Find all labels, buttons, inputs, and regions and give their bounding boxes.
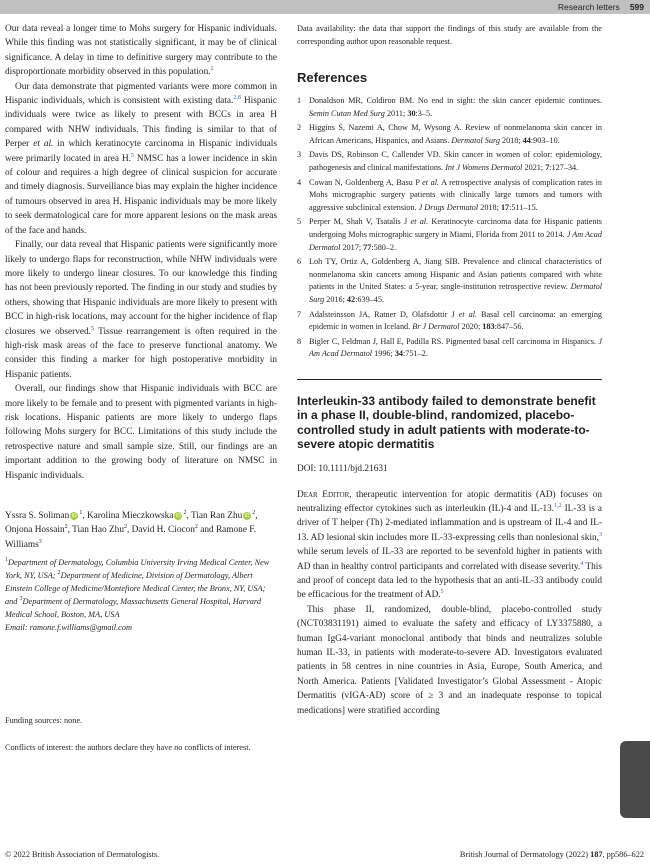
citation-superscript[interactable]: 4 bbox=[580, 560, 584, 567]
doi[interactable]: DOI: 10.1111/bjd.21631 bbox=[297, 463, 388, 474]
orcid-icon[interactable]: iD bbox=[176, 512, 181, 519]
author bbox=[191, 511, 258, 521]
reference-text bbox=[309, 122, 602, 147]
author-name: Onjona Hossain bbox=[5, 525, 65, 536]
reference-item bbox=[297, 122, 602, 147]
footer-volume: 187 bbox=[590, 850, 603, 859]
text-run: Davis DS, Robinson C, Callender VD. Skin cancer in women of color: epidemiology, pathogenesis and clinical manifestations. bbox=[309, 150, 602, 172]
reference-number: 3 bbox=[297, 150, 302, 160]
footer-journal: British Journal of Dermatology (2022) bbox=[459, 850, 591, 859]
author-separator: and bbox=[197, 525, 216, 536]
text-run: 2016; bbox=[324, 294, 347, 304]
orcid-icon[interactable]: iD bbox=[244, 512, 250, 519]
italic-text: J Am Acad Dermatol bbox=[309, 336, 602, 359]
paragraph-p1 bbox=[5, 22, 277, 80]
right-column bbox=[297, 22, 602, 718]
text-run: Tissue rearrangement is often required in the high-risk mask areas of the face to preserve functional anatomy. We consider this finding a marker for high postoperative morbidity in Hispanic patients. bbox=[5, 326, 277, 380]
affiliation-marker: 3 bbox=[38, 538, 42, 545]
text-run: Finally, our data reveal that Hispanic patients were significantly more likely to undergo flaps for reconstruction, while NHW individuals were more likely to undergo linear closures. To our knowledge this finding has not been previously reported. The finding in our study and studies by others, showing that Hispanic individuals are more likely to present with BCC in high-risk locations, may account for the higher incidence of flap closures we observed. bbox=[5, 240, 277, 337]
affiliation-text: Department of Dermatology, Massachusetts General Hospital, Harvard Medical School, Boston, MA, USA bbox=[5, 597, 261, 620]
citation-superscript[interactable]: 3 bbox=[599, 531, 602, 538]
text-run: Perper M, Shah V, Tsatalis J bbox=[309, 217, 411, 227]
affiliation-marker: 2 bbox=[252, 509, 256, 516]
italic-text: Int J Womens Dermatol bbox=[445, 162, 523, 172]
author bbox=[5, 525, 72, 535]
italic-text: J Drugs Dermatol bbox=[418, 202, 479, 212]
text-run: , therapeutic intervention for atopic dermatitis (AD) focuses on neutralizing effector cytokines such as interleukin (IL)-4 and IL-13. bbox=[297, 489, 603, 514]
reference-number: 6 bbox=[297, 257, 302, 267]
affiliation-number: 3 bbox=[19, 596, 23, 603]
text-run: This phase II, randomized, double-blind, placebo-controlled study (NCT03831191) aimed to evaluate the safety and efficacy of LY3375880, a human IgG4-variant monoclonal antibody that binds and neutralizes soluble human IL-33, in patients with moderate-to-severe AD. Investigators evaluated patients in 58 centres in nine countries in Asia, Europe, South America, and North America. Patients [Validated Investigator’s Global Assessment - Atopic Dermatitis (vIGA-AD) score of ≥ 3 and an inadequate response to topical medications] were stratified according bbox=[297, 604, 602, 716]
page-number: 599 bbox=[629, 2, 644, 12]
citation-superscript[interactable]: 1,2 bbox=[554, 502, 562, 509]
citation-superscript[interactable]: 5 bbox=[130, 152, 134, 159]
reference-number: 4 bbox=[297, 177, 302, 187]
text-run: NMSC has a lower incidence in skin of colour and requires a high degree of clinical suspicion for accurate and timely diagnosis. Surveillance bias may explain the higher incidence of tumours observed in area H. Hispanic individuals may be more likely to seek dermatological care for more apparent lesions on the mask areas of the face and hands. bbox=[5, 153, 277, 236]
reference-list bbox=[297, 95, 602, 361]
text-run: :511–15. bbox=[509, 202, 538, 212]
text-run: IL-33 is a driver of T helper (Th) 2-mediated inflammation and is upstream of IL-4 and IL-13. AD lesional skin includes more IL-33-expressing cells than nonlesional skin, bbox=[297, 503, 602, 543]
text-run: Cowan N, Goldenberg A, Basu P bbox=[309, 177, 423, 187]
reference-text bbox=[309, 95, 602, 120]
author-separator: , bbox=[67, 525, 73, 536]
affiliation-number: 2 bbox=[57, 570, 61, 577]
citation-superscript[interactable]: 2 bbox=[210, 66, 214, 73]
small-caps-salutation: Dear Editor bbox=[297, 489, 350, 500]
reference-number: 2 bbox=[297, 123, 302, 133]
affiliations bbox=[5, 556, 277, 621]
author-name: Ramone F. Williams bbox=[5, 525, 257, 550]
reference-item bbox=[297, 177, 602, 215]
italic-text: Dermatol Surg bbox=[451, 135, 500, 145]
paragraph-r1 bbox=[297, 488, 602, 603]
bold-text: 42 bbox=[346, 294, 356, 304]
author-name: Tian Ran Zhu bbox=[190, 511, 243, 521]
conflicts-of-interest: Conflicts of interest: the authors declare they have no conflicts of interest. bbox=[5, 743, 251, 753]
text-run: Donaldson MR, Coldiron BM. No end in sight: the skin cancer epidemic continues. bbox=[309, 96, 602, 105]
italic-text: et al. bbox=[422, 177, 440, 187]
left-column bbox=[5, 22, 277, 754]
references-heading: References bbox=[297, 70, 368, 85]
text-run: 2021; bbox=[522, 162, 546, 172]
text-run: 2018; bbox=[478, 202, 501, 212]
text-run: Adalsteinsson JA, Ratner D, Olafsdottir J bbox=[309, 309, 459, 319]
bold-text: 30 bbox=[407, 108, 416, 118]
paragraph-p3 bbox=[5, 238, 277, 382]
author bbox=[72, 525, 131, 535]
reference-item bbox=[297, 309, 602, 334]
reference-item bbox=[297, 149, 602, 174]
text-run: while serum levels of IL-33 are reported to be sevenfold higher in patients with AD than in healthy control participants and correlated with disease severity. bbox=[297, 547, 602, 572]
text-run: :847–56. bbox=[494, 322, 524, 332]
paragraph-p4 bbox=[5, 382, 277, 483]
affiliation-marker: 2 bbox=[194, 524, 198, 531]
affiliation-text: Department of Dermatology, Columbia University Irving Medical Center, New York, NY, USA; bbox=[5, 558, 270, 581]
reference-item bbox=[297, 336, 602, 361]
text-run: in which keratinocyte carcinoma in Hispanic individuals were primarily located in area H. bbox=[5, 139, 277, 164]
footer-copyright: © 2022 British Association of Dermatologists. bbox=[5, 850, 160, 859]
affiliation-marker: 2 bbox=[64, 524, 68, 531]
header-text bbox=[558, 0, 644, 14]
left-body-text bbox=[5, 22, 277, 483]
footer-pages: , pp586–622 bbox=[602, 850, 644, 859]
bold-text: 7 bbox=[545, 162, 550, 172]
author-name: Karolina Mieczkowska bbox=[86, 511, 174, 521]
section-divider bbox=[297, 379, 602, 380]
reference-text bbox=[309, 149, 602, 174]
text-run: :751–2. bbox=[403, 349, 428, 359]
text-run: Hispanic individuals were twice as likely to present with BCCs in area H compared with NHW individuals. This finding is similar to that of Perper bbox=[5, 96, 278, 150]
reference-item bbox=[297, 95, 602, 120]
text-run: Our data demonstrate that pigmented variants were more common in Hispanic individuals, which is consistent with existing data. bbox=[5, 81, 277, 107]
letter-title: Interleukin-33 antibody failed to demonstrate benefit in a phase II, double-blind, randomized, placebo-controlled study in adult patients with moderate-to-severe atopic dermatitis bbox=[297, 393, 596, 452]
reference-text bbox=[309, 256, 602, 306]
text-run: This and proof of concept data led to the hypothesis that an anti-IL-33 antibody could be efficacious for the treatment of AD. bbox=[297, 561, 602, 601]
author-name: David H. Ciocon bbox=[131, 525, 195, 536]
bold-text: 44 bbox=[522, 135, 531, 145]
author-name: Tian Hao Zhu bbox=[72, 525, 124, 536]
text-run: Loh TY, Ortiz A, Goldenberg A, Jiang SIB. Prevalence and clinical characteristics of nonmelanoma skin cancers among Hispanic and Asian patients compared with white patients in the United States: a 5-year, single-institution retrospective review. bbox=[309, 257, 602, 292]
affiliation-marker: 2 bbox=[123, 524, 127, 531]
italic-text: et al. bbox=[458, 309, 478, 319]
orcid-icon[interactable]: iD bbox=[71, 512, 77, 519]
data-availability: Data availability: the data that support the findings of this study are available from the corresponding author upon reasonable request. bbox=[297, 24, 602, 46]
author-list bbox=[5, 509, 277, 552]
text-run: :3–5. bbox=[415, 108, 433, 118]
paragraph-p2 bbox=[5, 80, 277, 238]
bold-text: 77 bbox=[363, 242, 372, 252]
text-run: 2020; bbox=[459, 322, 483, 332]
running-header bbox=[0, 0, 650, 14]
reference-number: 7 bbox=[297, 309, 302, 319]
text-run: A retrospective analysis of complication rates in Mohs micrographic surgery patients with clinically large tumors and tumors with aggressive subclinical extension. bbox=[309, 177, 602, 212]
text-run: :580–2. bbox=[371, 242, 397, 252]
italic-text: J Am Acad Dermatol bbox=[309, 229, 602, 252]
text-run: Basal cell carcinoma: an emerging epidemic in women in Iceland. bbox=[309, 309, 603, 332]
text-run: Overall, our findings show that Hispanic individuals with BCC are more likely to be female and to present with pigmented variants in high-risk locations. Hispanic patients are more likely to undergo flaps following Mohs surgery for BCC. Limitations of this study include the retrospective nature and small sample size. Still, our findings are an important addition to the growing body of literature on NMSC in Hispanic individuals. bbox=[5, 384, 277, 481]
reference-number: 5 bbox=[297, 217, 302, 227]
funding-sources: Funding sources: none. bbox=[5, 716, 83, 726]
text-run: Our data reveal a longer time to Mohs surgery for Hispanic individuals. While this finding was not statistically significant, it may be of clinical significance. A delay in time to definitive surgery may contribute to the disproportionate morbidity observed in this population. bbox=[5, 24, 277, 78]
bold-text: 17 bbox=[500, 202, 510, 212]
author bbox=[87, 511, 191, 521]
reference-number: 8 bbox=[297, 336, 302, 346]
footer-citation bbox=[460, 849, 644, 861]
citation-superscript[interactable]: 2,8 bbox=[233, 94, 241, 101]
affiliation-marker: 2 bbox=[183, 509, 187, 516]
reference-text bbox=[309, 177, 602, 215]
reference-number: 1 bbox=[297, 96, 302, 105]
author-separator: , bbox=[186, 511, 191, 521]
reference-text bbox=[309, 216, 602, 254]
text-run: Keratinocyte carcinoma data for Hispanic patients undergoing Mohs micrographic surgery in Miami, Florida from 2011 to 2014. bbox=[309, 217, 602, 239]
citation-superscript[interactable]: 5 bbox=[440, 589, 444, 596]
bold-text: 183 bbox=[482, 322, 495, 332]
text-run: Higgins S, Nazemi A, Chow M, Wysong A. Review of nonmelanoma skin cancer in African Americans, Hispanics, and Asians. bbox=[309, 123, 602, 145]
author-separator: , bbox=[255, 511, 258, 521]
affiliation-text: Department of Medicine, Division of Dermatology, Albert Einstein College of Medicine/Montefiore Medical Center, the Bronx, NY, USA; and bbox=[5, 571, 266, 607]
right-body-text bbox=[297, 488, 602, 719]
text-run: :639–45. bbox=[355, 294, 384, 304]
italic-text: et al. bbox=[410, 217, 429, 227]
email-line[interactable]: Email: ramone.f.williams@gmail.com bbox=[5, 623, 133, 633]
italic-text: et al. bbox=[33, 139, 54, 150]
text-run: :903–10. bbox=[530, 135, 560, 145]
reference-item bbox=[297, 256, 602, 306]
author bbox=[5, 511, 87, 521]
author-separator: , bbox=[82, 511, 87, 521]
italic-text: Dermatol Surg bbox=[309, 282, 602, 304]
italic-text: Semin Cutan Med Surg bbox=[309, 108, 385, 118]
side-tab-marker bbox=[620, 741, 650, 818]
text-run: 2011; bbox=[384, 108, 408, 118]
affiliation-number: 1 bbox=[5, 557, 8, 564]
author bbox=[132, 525, 216, 535]
text-run: :127–34. bbox=[549, 162, 579, 172]
paragraph-r2 bbox=[297, 603, 602, 718]
reference-text bbox=[309, 309, 602, 334]
citation-superscript[interactable]: 5 bbox=[90, 325, 94, 332]
affiliation-marker: 1 bbox=[79, 509, 83, 516]
section-title: Research letters bbox=[557, 2, 620, 12]
author-separator: , bbox=[126, 525, 132, 536]
bold-text: 34 bbox=[394, 349, 404, 359]
text-run: 2018; bbox=[499, 135, 523, 145]
author-name: Yssra S. Soliman bbox=[5, 511, 70, 521]
reference-item bbox=[297, 216, 602, 254]
reference-text bbox=[309, 336, 602, 361]
italic-text: Br J Dermatol bbox=[412, 322, 460, 332]
text-run: Bigler C, Feldman J, Hall E, Padilla RS. Pigmented basal cell carcinoma in Hispanics. bbox=[309, 336, 599, 346]
text-run: 2017; bbox=[340, 242, 364, 252]
text-run: 1996; bbox=[372, 349, 395, 359]
